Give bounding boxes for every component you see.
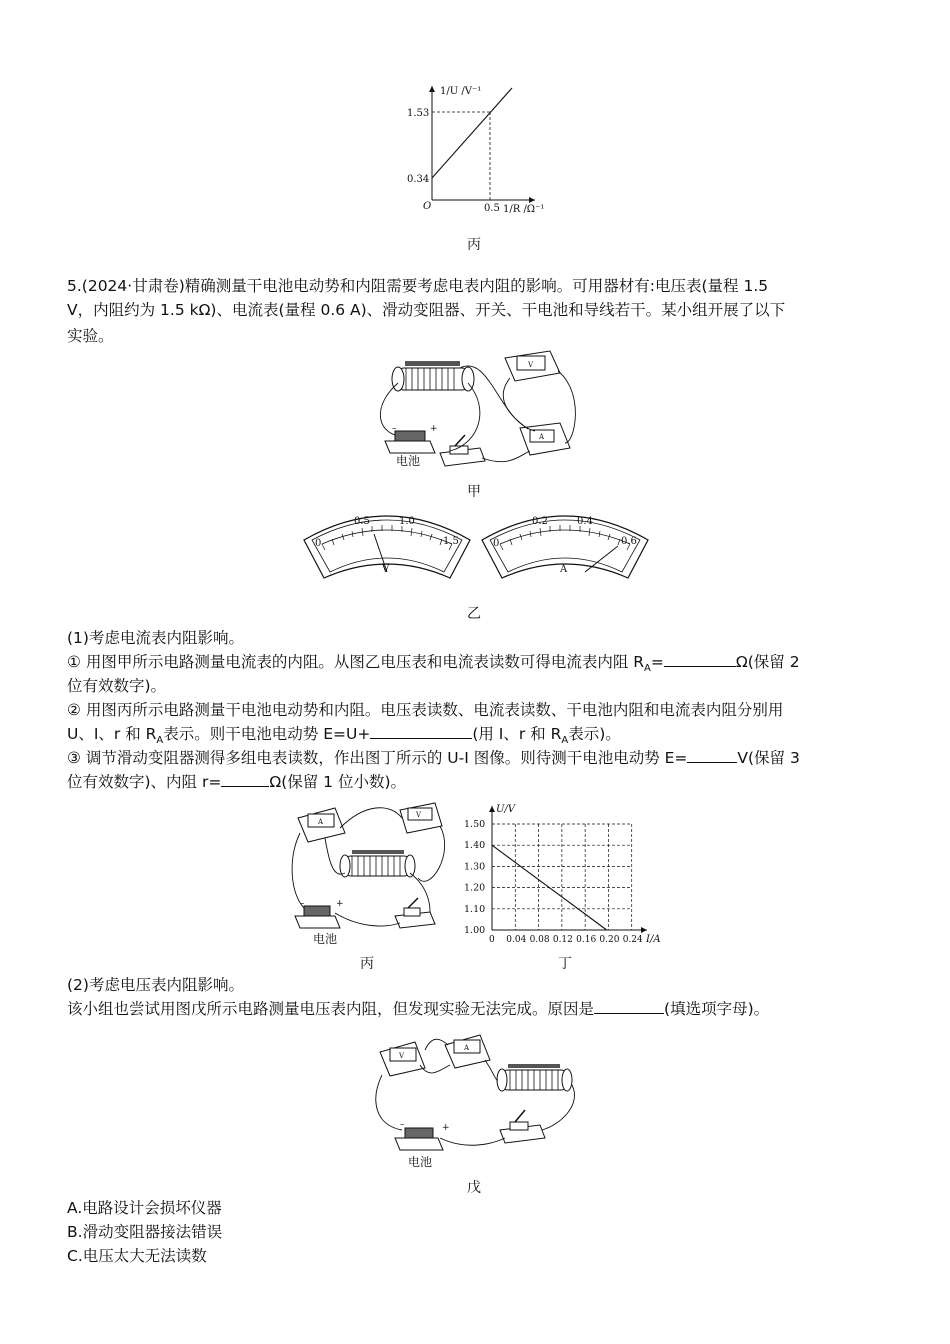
a-tick-0: 0 — [493, 538, 500, 549]
x-tick-1: 0.04 — [506, 935, 527, 945]
voltmeter — [400, 803, 442, 833]
blank-emf-expression[interactable] — [370, 723, 472, 739]
fit-line — [432, 88, 512, 178]
y-axis-arrow — [429, 86, 435, 92]
switch — [500, 1110, 545, 1143]
voltmeter-dial — [304, 516, 470, 578]
a-tick-2: 0.4 — [577, 516, 593, 527]
svg-text:V: V — [528, 361, 534, 369]
rheostat — [392, 361, 474, 391]
blank-emf[interactable] — [687, 747, 737, 763]
x-tick-1: 0.5 — [484, 203, 500, 214]
blank-ra[interactable] — [664, 651, 736, 667]
caption-bing: 丙 — [360, 956, 374, 972]
svg-text:A: A — [539, 433, 545, 441]
y-tick-3: 1.30 — [464, 861, 486, 873]
part2-text: 该小组也尝试用图戊所示电路测量电压表内阻，但发现实验无法完成。原因是 (填选项字母)。 — [67, 1000, 770, 1018]
chart-ticks — [464, 819, 643, 945]
part1-q2-line2: U、I、r 和 $R_A$表示。则干电池电动势 E=U+ (用 I、r 和 $R_A$表示)。 — [67, 725, 621, 747]
part1-q2: ② 用图丙所示电路测量干电池电动势和内阻。电压表读数、电流表读数、干电池内阻和电流表内阻分别用 — [67, 701, 784, 719]
option-c[interactable]: C.电压太大无法读数 — [67, 1247, 207, 1265]
v-tick-3: 1.5 — [443, 536, 459, 547]
ammeter — [445, 1035, 490, 1068]
svg-text:V: V — [416, 811, 422, 819]
x-tick-5: 0.20 — [599, 935, 620, 945]
ammeter — [298, 808, 345, 842]
part1-q1: ① 用图甲所示电路测量电流表的内阻。从图乙电压表和电流表读数可得电流表内阻 $R_A= \Omega$(保留 2 — [67, 653, 800, 675]
x-axis-label: 1/R /Ω⁻¹ — [503, 204, 545, 215]
blank-r[interactable] — [221, 771, 269, 787]
y-tick-2: 0.34 — [407, 174, 430, 185]
y-tick-0: 1.00 — [464, 925, 486, 936]
caption-yi: 乙 — [467, 606, 481, 622]
battery-label-jia: 电池 — [396, 454, 421, 468]
x-tick-4: 0.16 — [576, 935, 597, 945]
y-tick-2: 1.20 — [464, 882, 486, 894]
a-symbol: A — [560, 564, 568, 575]
battery — [385, 424, 438, 453]
meter-readings-yi — [300, 500, 662, 596]
x-axis-label: I/A — [646, 934, 661, 945]
x-tick-0: 0 — [489, 935, 495, 945]
y-axis-label: 1/U /V⁻¹ — [440, 86, 482, 97]
v-tick-0: 0 — [315, 538, 322, 549]
graph-1-over-u-vs-1-over-r — [395, 78, 555, 258]
origin-label: O — [423, 201, 432, 212]
part2-title: (2)考虑电压表内阻影响。 — [67, 976, 244, 994]
svg-text:–: – — [300, 899, 305, 909]
caption-bing-top: 丙 — [467, 237, 481, 253]
part1-q3-line2: 位有效数字)、内阻 r= Ω(保留 1 位小数)。 — [67, 773, 406, 791]
question-intro-3: 实验。 — [67, 327, 114, 345]
question-intro-1: 5.(2024·甘肃卷)精确测量干电池电动势和内阻需要考虑电表内阻的影响。可用器材有:电压表(量程 1.5 — [67, 277, 769, 295]
x-tick-3: 0.12 — [552, 935, 573, 945]
voltmeter — [505, 351, 560, 381]
caption-jia: 甲 — [467, 484, 481, 500]
x-axis-arrow — [529, 197, 535, 203]
x-tick-6: 0.24 — [622, 935, 643, 945]
y-tick-1: 1.10 — [464, 903, 486, 915]
svg-text:+: + — [430, 424, 438, 434]
rheostat — [340, 850, 415, 877]
part1-title: (1)考虑电流表内阻影响。 — [67, 629, 244, 647]
y-tick-5: 1.50 — [464, 819, 486, 830]
x-axis-arrow — [641, 927, 647, 933]
caption-ding: 丁 — [558, 956, 572, 972]
question-intro-2: V，内阻约为 1.5 kΩ)、电流表(量程 0.6 A)、滑动变阻器、开关、干电池和导线若干。某小组开展了以下 — [67, 301, 786, 319]
v-tick-2: 1.0 — [399, 516, 415, 527]
svg-text:A: A — [318, 818, 324, 826]
battery — [395, 1120, 450, 1150]
battery-label-bing: 电池 — [313, 932, 338, 946]
chart-axes — [489, 806, 647, 933]
svg-text:–: – — [400, 1120, 405, 1130]
circuit-figure-bing — [290, 798, 450, 946]
battery-label-wu: 电池 — [408, 1155, 433, 1169]
svg-text:–: – — [392, 424, 397, 434]
svg-text:V: V — [399, 1052, 405, 1060]
option-a[interactable]: A.电路设计会损坏仪器 — [67, 1199, 222, 1217]
v-symbol: V — [382, 564, 390, 575]
svg-text:A: A — [464, 1044, 470, 1052]
svg-text:+: + — [442, 1123, 450, 1133]
y-tick-4: 1.40 — [464, 840, 486, 852]
svg-text:+: + — [336, 899, 344, 909]
ui-chart-ding — [460, 800, 670, 948]
part1-q1-line2: 位有效数字)。 — [67, 677, 167, 695]
rheostat — [497, 1064, 572, 1091]
a-tick-3: 0.6 — [621, 536, 637, 547]
ammeter-dial — [482, 516, 648, 578]
option-b[interactable]: B.滑动变阻器接法错误 — [67, 1223, 223, 1241]
y-axis-label: U/V — [496, 804, 516, 815]
y-axis-arrow — [489, 806, 495, 812]
switch — [440, 435, 485, 466]
chart-grid — [492, 824, 632, 930]
circuit-figure-wu — [370, 1030, 585, 1170]
caption-wu: 戊 — [467, 1180, 481, 1196]
x-tick-2: 0.08 — [529, 935, 550, 945]
v-tick-1: 0.5 — [354, 516, 370, 527]
part1-q3: ③ 调节滑动变阻器测得多组电表读数，作出图丁所示的 U-I 图像。则待测干电池电动势 E= V(保留 3 — [67, 749, 800, 767]
y-tick-1: 1.53 — [407, 108, 430, 119]
voltmeter — [380, 1042, 425, 1076]
blank-reason[interactable] — [594, 998, 664, 1014]
a-tick-1: 0.2 — [532, 516, 548, 527]
